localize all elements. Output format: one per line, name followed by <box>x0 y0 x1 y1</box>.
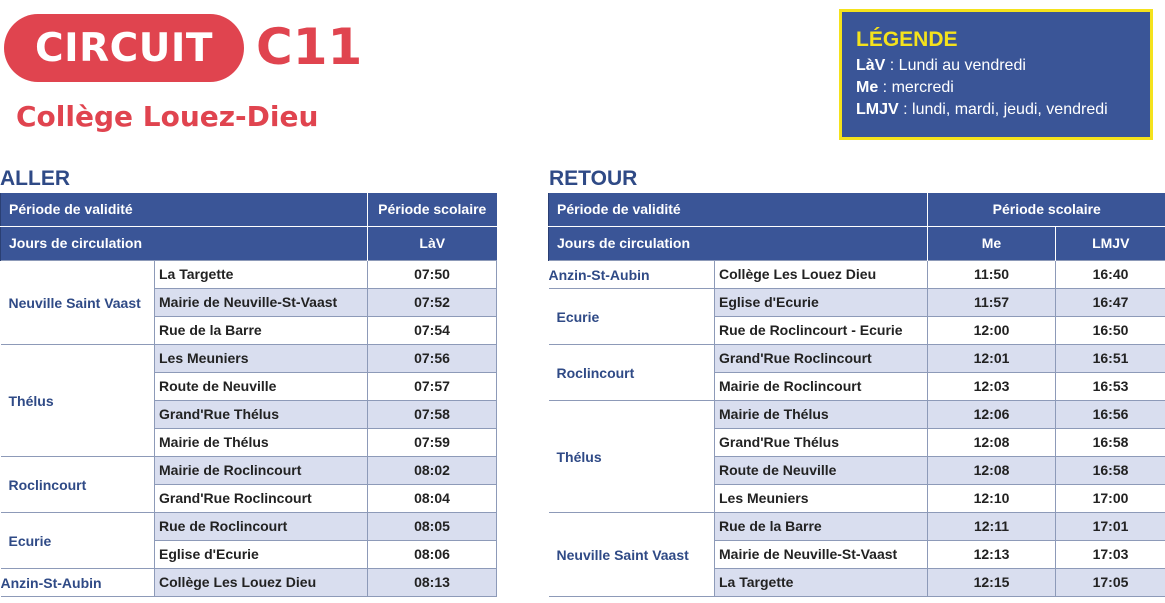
stop-name: La Targette <box>715 569 928 597</box>
validity-row <box>1 193 497 227</box>
stop-name: Rue de Roclincourt - Ecurie <box>715 317 928 345</box>
departure-time: 07:59 <box>368 429 497 457</box>
stop-name: Collège Les Louez Dieu <box>155 569 368 597</box>
town-cell: Neuville Saint Vaast <box>1 261 155 345</box>
legend-item: LàV : Lundi au vendredi <box>856 57 1026 74</box>
day-column-header: LMJV <box>1056 227 1165 261</box>
stop-name: La Targette <box>155 261 368 289</box>
table-row <box>1 261 497 289</box>
legend-item: LMJV : lundi, mardi, jeudi, vendredi <box>856 101 1108 118</box>
departure-time: 16:51 <box>1056 345 1165 373</box>
stop-name: Rue de Roclincourt <box>155 513 368 541</box>
table-row <box>549 513 1165 541</box>
departure-time: 17:01 <box>1056 513 1165 541</box>
departure-time: 12:08 <box>928 429 1056 457</box>
departure-time: 08:02 <box>368 457 497 485</box>
departure-time: 08:04 <box>368 485 497 513</box>
table-row <box>1 345 497 373</box>
days-label: Jours de circulation <box>549 227 928 261</box>
stop-name: Mairie de Thélus <box>715 401 928 429</box>
aller-timetable <box>0 193 497 597</box>
table-row <box>549 289 1165 317</box>
stop-name: Les Meuniers <box>155 345 368 373</box>
circuit-code: C11 <box>256 18 363 76</box>
legend-item: Me : mercredi <box>856 79 954 96</box>
departure-time: 07:54 <box>368 317 497 345</box>
validity-label: Période de validité <box>1 193 368 227</box>
legend-title: LÉGENDE <box>856 28 958 51</box>
departure-time: 12:08 <box>928 457 1056 485</box>
stop-name: Eglise d'Ecurie <box>155 541 368 569</box>
departure-time: 11:57 <box>928 289 1056 317</box>
departure-time: 07:58 <box>368 401 497 429</box>
validity-label: Période de validité <box>549 193 928 227</box>
town-cell: Ecurie <box>1 513 155 569</box>
departure-time: 16:53 <box>1056 373 1165 401</box>
departure-time: 12:03 <box>928 373 1056 401</box>
town-cell: Anzin-St-Aubin <box>1 569 155 597</box>
days-row <box>1 227 497 261</box>
stop-name: Rue de la Barre <box>155 317 368 345</box>
day-column-header: Me <box>928 227 1056 261</box>
stop-name: Grand'Rue Thélus <box>155 401 368 429</box>
departure-time: 08:13 <box>368 569 497 597</box>
departure-time: 16:50 <box>1056 317 1165 345</box>
retour-timetable <box>548 193 1165 597</box>
departure-time: 12:15 <box>928 569 1056 597</box>
stop-name: Grand'Rue Roclincourt <box>155 485 368 513</box>
town-cell: Roclincourt <box>1 457 155 513</box>
departure-time: 12:01 <box>928 345 1056 373</box>
validity-value: Période scolaire <box>928 193 1165 227</box>
circuit-badge <box>4 14 244 82</box>
validity-row <box>549 193 1165 227</box>
departure-time: 12:11 <box>928 513 1056 541</box>
table-row <box>1 457 497 485</box>
town-cell: Thélus <box>1 345 155 457</box>
stop-name: Eglise d'Ecurie <box>715 289 928 317</box>
stop-name: Collège Les Louez Dieu <box>715 261 928 289</box>
departure-time: 16:40 <box>1056 261 1165 289</box>
circuit-label: CIRCUIT <box>34 25 214 71</box>
stop-name: Mairie de Thélus <box>155 429 368 457</box>
departure-time: 17:00 <box>1056 485 1165 513</box>
stop-name: Les Meuniers <box>715 485 928 513</box>
departure-time: 07:57 <box>368 373 497 401</box>
departure-time: 17:03 <box>1056 541 1165 569</box>
stop-name: Mairie de Neuville-St-Vaast <box>155 289 368 317</box>
aller-title: ALLER <box>0 167 70 190</box>
departure-time: 12:06 <box>928 401 1056 429</box>
departure-time: 07:56 <box>368 345 497 373</box>
departure-time: 12:10 <box>928 485 1056 513</box>
departure-time: 08:05 <box>368 513 497 541</box>
days-row <box>549 227 1165 261</box>
departure-time: 07:50 <box>368 261 497 289</box>
days-label: Jours de circulation <box>1 227 368 261</box>
stop-name: Mairie de Neuville-St-Vaast <box>715 541 928 569</box>
departure-time: 08:06 <box>368 541 497 569</box>
departure-time: 16:47 <box>1056 289 1165 317</box>
departure-time: 16:58 <box>1056 429 1165 457</box>
stop-name: Rue de la Barre <box>715 513 928 541</box>
stop-name: Grand'Rue Thélus <box>715 429 928 457</box>
departure-time: 12:00 <box>928 317 1056 345</box>
table-row <box>549 261 1165 289</box>
departure-time: 16:58 <box>1056 457 1165 485</box>
legend-box <box>839 9 1153 140</box>
table-row <box>549 345 1165 373</box>
table-row <box>549 401 1165 429</box>
departure-time: 12:13 <box>928 541 1056 569</box>
town-cell: Neuville Saint Vaast <box>549 513 715 597</box>
retour-title: RETOUR <box>549 167 638 190</box>
departure-time: 17:05 <box>1056 569 1165 597</box>
departure-time: 11:50 <box>928 261 1056 289</box>
town-cell: Thélus <box>549 401 715 513</box>
validity-value: Période scolaire <box>368 193 497 227</box>
table-row <box>1 569 497 597</box>
day-column-header: LàV <box>368 227 497 261</box>
stop-name: Grand'Rue Roclincourt <box>715 345 928 373</box>
departure-time: 07:52 <box>368 289 497 317</box>
stop-name: Route de Neuville <box>715 457 928 485</box>
stop-name: Mairie de Roclincourt <box>155 457 368 485</box>
stop-name: Route de Neuville <box>155 373 368 401</box>
town-cell: Ecurie <box>549 289 715 345</box>
town-cell: Roclincourt <box>549 345 715 401</box>
stop-name: Mairie de Roclincourt <box>715 373 928 401</box>
table-row <box>1 513 497 541</box>
departure-time: 16:56 <box>1056 401 1165 429</box>
town-cell: Anzin-St-Aubin <box>549 261 715 289</box>
school-name: Collège Louez-Dieu <box>16 100 319 133</box>
